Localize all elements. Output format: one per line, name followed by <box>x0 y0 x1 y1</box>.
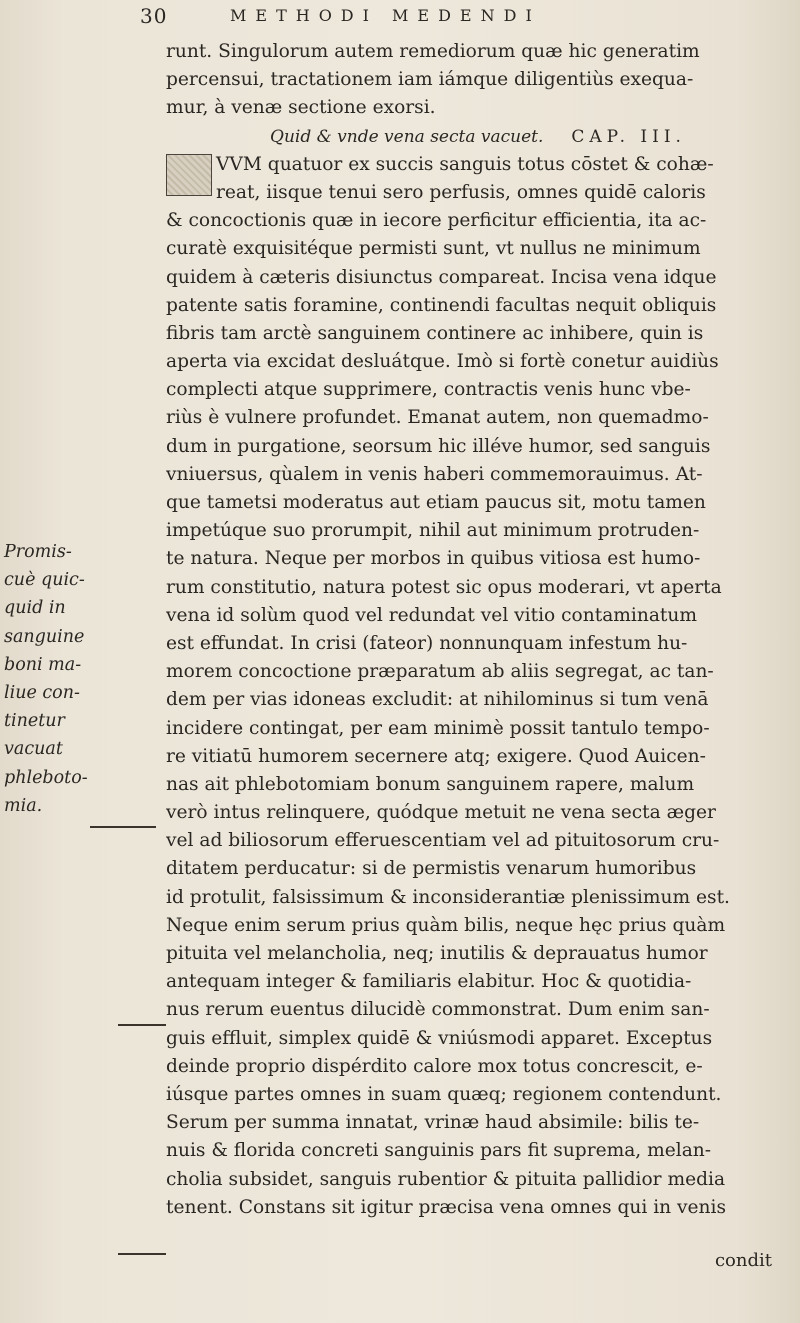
margin-note-line: vacuat <box>4 739 63 760</box>
text-line: fibris tam arctè sanguinem continere ac inhibere, quin is <box>166 322 704 344</box>
text-line: te natura. Neque per morbos in quibus vitiosa est humo- <box>166 548 701 570</box>
margin-note-line: sanguine <box>4 626 85 647</box>
margin-note-line: mia. <box>4 795 43 816</box>
chapter-caption <box>166 123 790 151</box>
margin-ornament <box>90 826 156 828</box>
text-line: iúsque partes omnes in suam quæq; regionem contendunt. <box>166 1083 722 1105</box>
text-line: dem per vias idoneas excludit: at nihilominus si tum venā <box>166 689 709 711</box>
text-line: rum constitutio, natura potest sic opus moderari, vt aperta <box>166 576 722 598</box>
text-line: patente satis foramine, continendi facultas nequit obliquis <box>166 294 717 316</box>
text-line: antequam integer & familiaris elabitur. Hoc & quotidia- <box>166 971 692 993</box>
text-line: dum in purgatione, seorsum hic illéve humor, sed sanguis <box>166 435 711 457</box>
text-line: est effundat. In crisi (fateor) nonnunquam infestum hu- <box>166 632 688 654</box>
text-line: impetúque suo prorumpit, nihil aut minimum protruden- <box>166 520 700 542</box>
margin-ornament <box>118 1253 166 1255</box>
text-line: vel ad biliosorum efferuescentiam vel ad pituitosorum cru- <box>166 830 720 852</box>
chapter-number: CAP. III. <box>571 126 686 147</box>
margin-note-line: liue con- <box>4 683 80 704</box>
text-line: tenent. Constans sit igitur præcisa vena omnes qui in venis <box>166 1196 727 1218</box>
text-line: vena id solùm quod vel redundat vel vitio contaminatum <box>166 604 698 626</box>
text-line: aperta via excidat desluátque. Imò si fortè conetur auidiùs <box>166 351 719 373</box>
text-line: vniuersus, qùalem in venis haberi commemorauimus. At- <box>166 463 703 485</box>
text-line: VVM quatuor ex succis sanguis totus cōstet & cohæ- <box>216 153 714 175</box>
text-line: riùs è vulnere profundet. Emanat autem, non quemadmo- <box>166 407 709 429</box>
text-line: verò intus relinquere, quódque metuit ne vena secta æger <box>166 802 716 824</box>
page-header <box>140 4 790 32</box>
text-line: quidem à cæteris disiunctus compareat. Incisa vena idque <box>166 266 717 288</box>
text-line: Neque enim serum prius quàm bilis, neque hęc prius quàm <box>166 914 726 936</box>
margin-note-line: Promis- <box>4 542 72 562</box>
margin-note-line: phleboto- <box>4 767 88 788</box>
text-line: mur, à venæ sectione exorsi. <box>166 97 436 119</box>
text-line: pituita vel melancholia, neq; inutilis & deprauatus humor <box>166 943 708 964</box>
margin-note <box>4 538 154 820</box>
text-line: complecti atque supprimere, contractis venis hunc vbe- <box>166 379 691 401</box>
text-line: curatè exquisitéque permisti sunt, vt nullus ne minimum <box>166 238 701 260</box>
margin-note-line: tinetur <box>4 711 65 732</box>
page-number: 30 <box>140 4 168 28</box>
text-line: morem concoctione præparatum ab aliis segregat, ac tan- <box>166 661 714 683</box>
text-line: guis effluit, simplex quidē & vniúsmodi apparet. Exceptus <box>166 1027 713 1049</box>
text-line: incidere contingat, per eam minimè possit tantulo tempo- <box>166 717 710 739</box>
text-line: nas ait phlebotomiam bonum sanguinem rapere, malum <box>166 773 695 795</box>
text-line: ditatem perducatur: si de permistis venarum humoribus <box>166 858 697 880</box>
text-line: & concoctionis quæ in iecore perficitur efficientia, ita ac- <box>166 210 707 232</box>
text-line: percensui, tractationem iam iámque diligentiùs exequa- <box>166 69 694 91</box>
text-line: re vitiatū humorem secernere atq; exigere. Quod Auicen- <box>166 745 706 767</box>
running-head: METHODI MEDENDI <box>230 6 541 25</box>
text-line: Serum per summa innatat, vrinæ haud absimile: bilis te- <box>166 1112 700 1134</box>
margin-note-line: cuè quic- <box>4 570 85 591</box>
margin-note-line: quid in <box>4 598 66 619</box>
main-text <box>166 38 790 1222</box>
text-line: nus rerum euentus dilucidè commonstrat. Dum enim san- <box>166 999 710 1021</box>
text-line: reat, iisque tenui sero perfusis, omnes quidē caloris <box>216 181 706 203</box>
margin-note-line: boni ma- <box>4 654 82 675</box>
text-line: cholia subsidet, sanguis rubentior & pituita pallidior media <box>166 1168 726 1190</box>
chapter-caption-title: Quid & vnde vena secta vacuet. <box>270 126 544 147</box>
text-line: runt. Singulorum autem remediorum quæ hic generatim <box>166 41 700 62</box>
text-line: deinde proprio dispérdito calore mox totus concrescit, e- <box>166 1055 703 1077</box>
catchword: condit <box>714 1250 772 1271</box>
margin-ornament <box>118 1024 166 1026</box>
text-line: que tametsi moderatus aut etiam paucus sit, motu tamen <box>166 492 706 513</box>
text-line: nuis & florida concreti sanguinis pars fit suprema, melan- <box>166 1140 712 1162</box>
text-line: id protulit, falsissimum & inconsiderantiæ plenissimum est. <box>166 886 730 908</box>
